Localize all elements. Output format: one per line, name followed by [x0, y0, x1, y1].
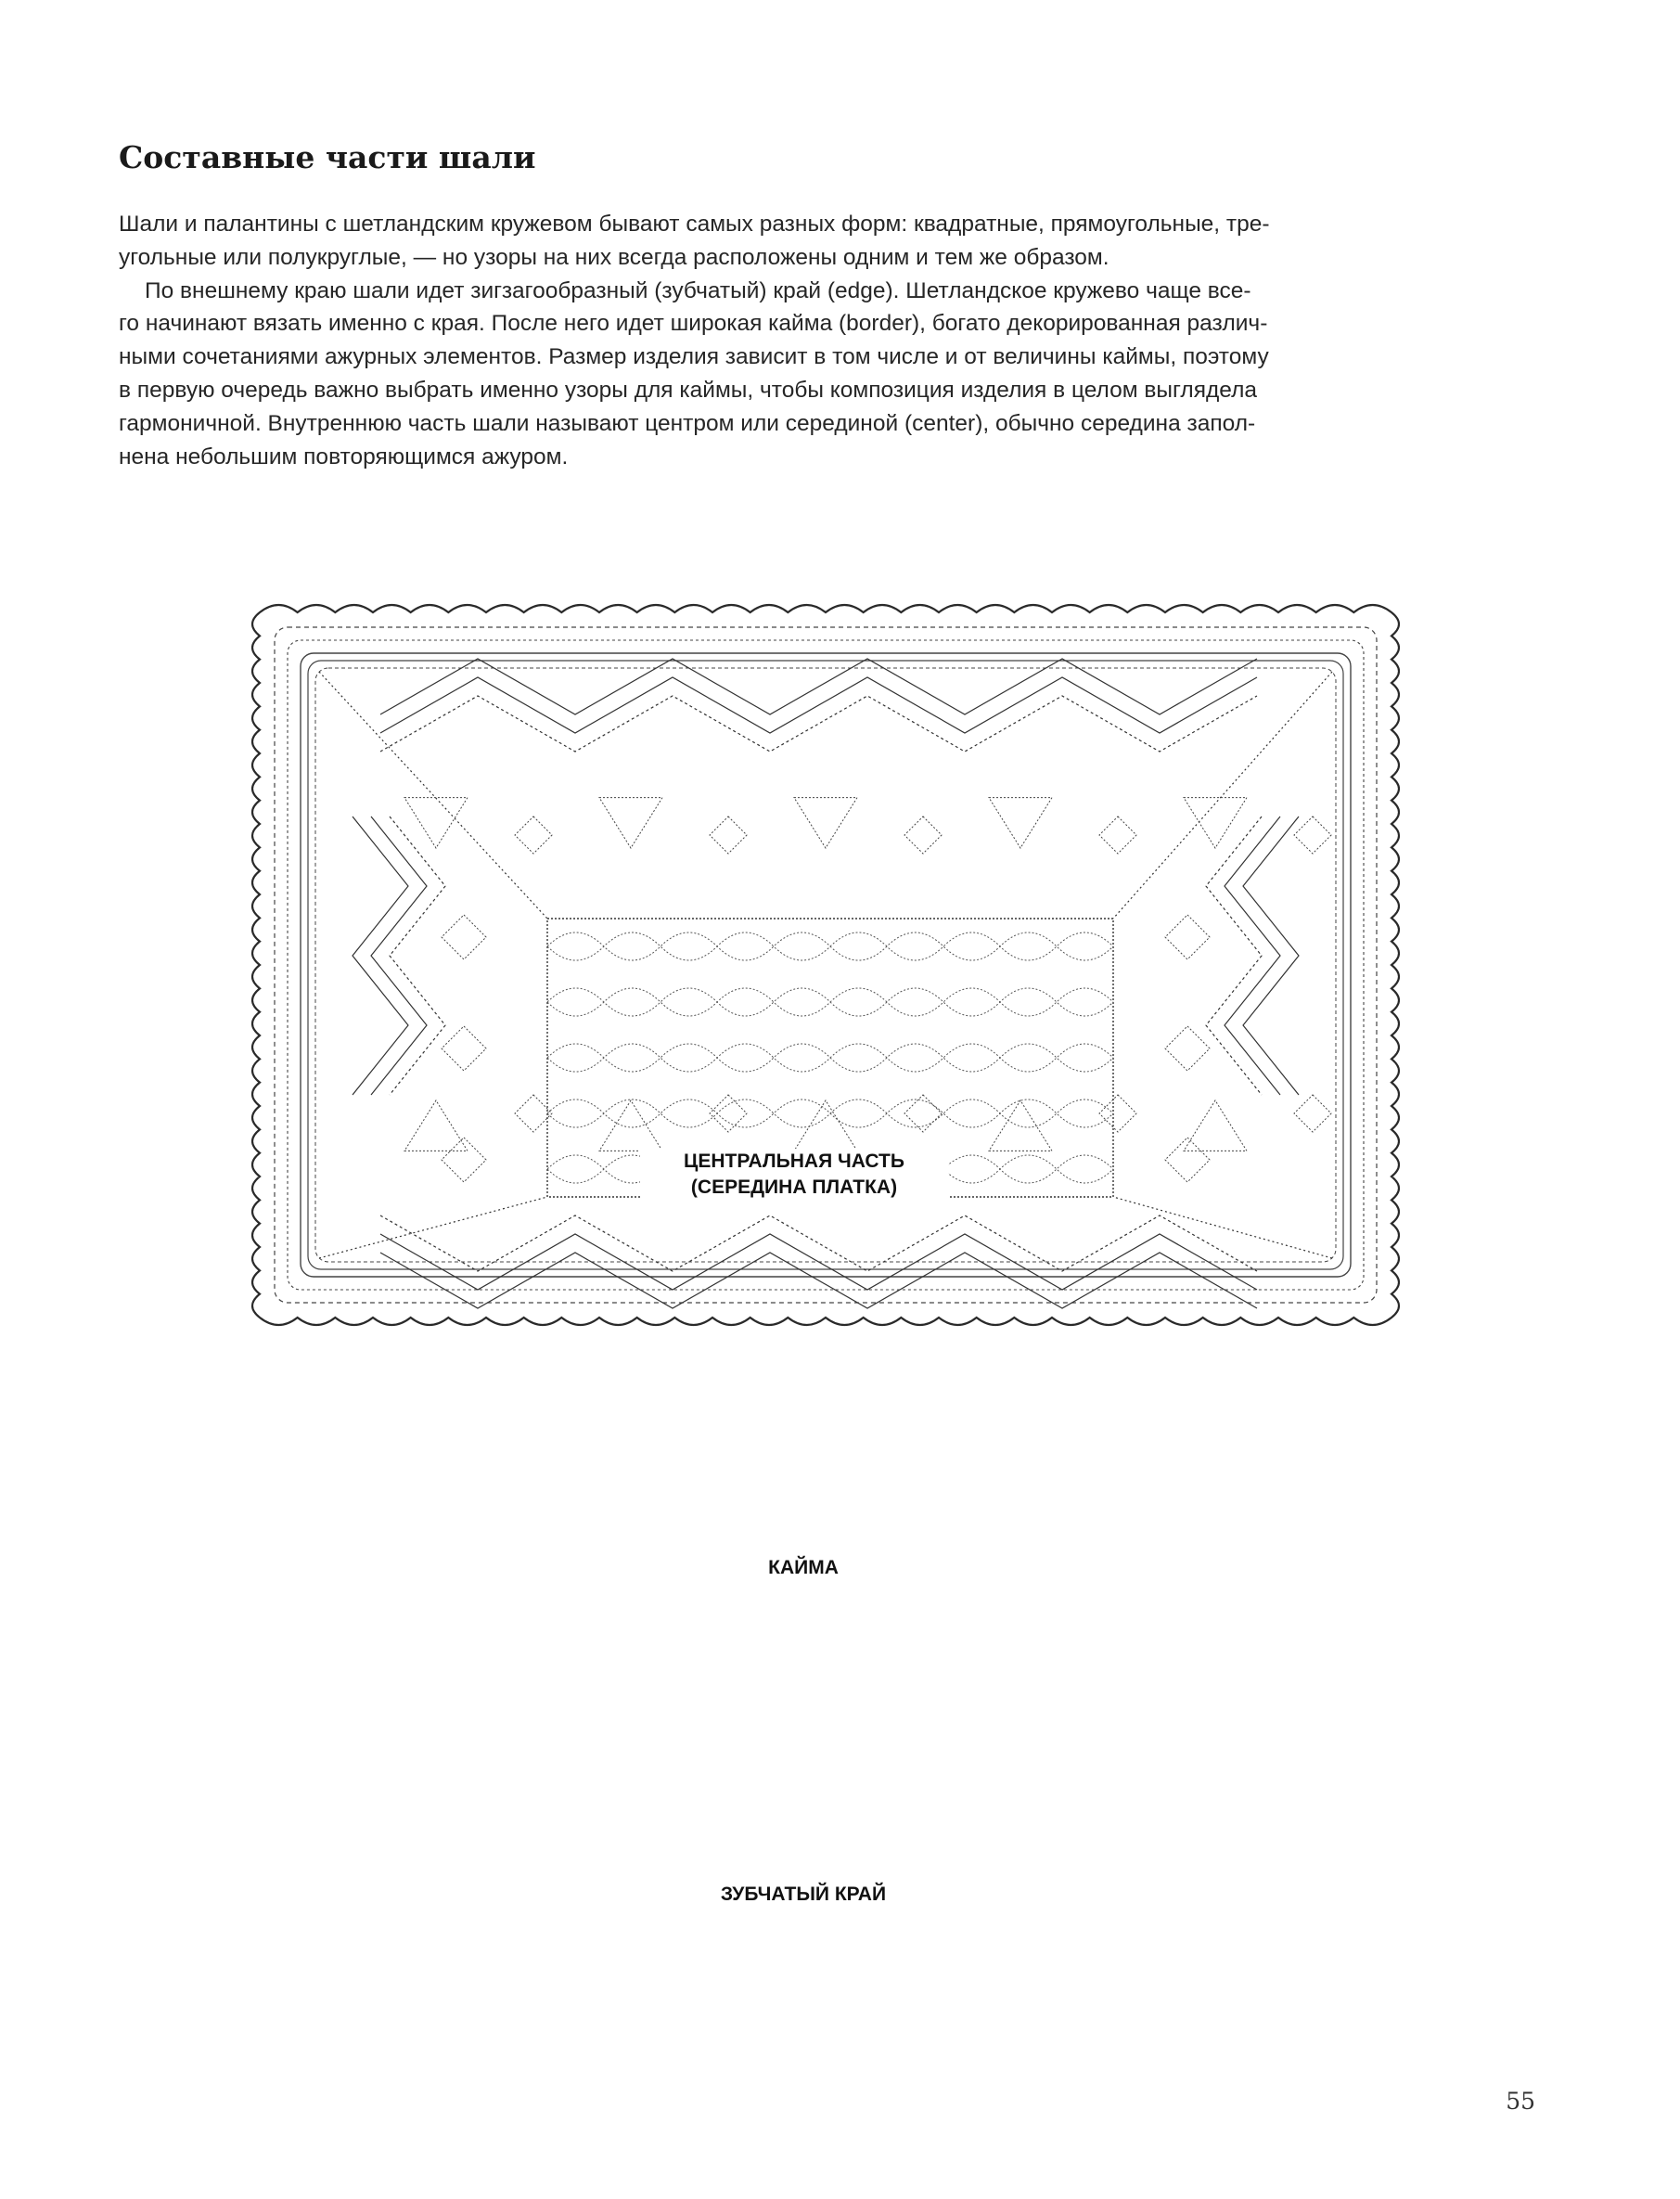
- border-zigzag: [1243, 817, 1299, 1095]
- border-motif: [515, 817, 552, 854]
- edge-frame-lines: [275, 627, 1377, 1303]
- border-zigzag: [1225, 817, 1280, 1095]
- text-line: угольные или полукруглые, — но узоры на них всегда расположены одним и тем же образом.: [119, 244, 1109, 270]
- border-motif: [404, 1100, 468, 1151]
- corner-diagonal: [1113, 672, 1332, 919]
- border-label: КАЙМА: [742, 1555, 865, 1581]
- center-wave: [547, 946, 1113, 960]
- text-line: Шали и палантины с шетландским кружевом бывают самых разных форм: квадратные, прямоугольные, тре-: [119, 212, 1270, 237]
- border-motif: [1165, 1026, 1210, 1071]
- border-zigzag: [380, 696, 1257, 752]
- border-motif: [1099, 817, 1136, 854]
- center-wave: [547, 1058, 1113, 1072]
- text-line: го начинают вязать именно с края. После него идет широкая кайма (border), богато декорированная различ-: [119, 311, 1268, 337]
- border-zigzag: [380, 1215, 1257, 1271]
- border-motif: [989, 1100, 1052, 1151]
- body-text: [119, 208, 1529, 473]
- text-line: По внешнему краю шали идет зигзагообразный (зубчатый) край (edge). Шетландское кружево чаще все-: [145, 277, 1251, 303]
- border-motif: [1294, 1095, 1331, 1132]
- text-line: ными сочетаниями ажурных элементов. Размер изделия зависит в том числе и от величины каймы, поэтому: [119, 344, 1269, 370]
- edge-label: ЗУБЧАТЫЙ КРАЙ: [705, 1882, 902, 1908]
- corner-diagonal: [1113, 1197, 1332, 1258]
- border-motif: [1184, 798, 1247, 848]
- center-wave: [547, 1002, 1113, 1016]
- border-pattern: [353, 659, 1331, 1308]
- center-wave: [547, 988, 1113, 1002]
- border-zigzag: [353, 817, 408, 1095]
- center-wave: [547, 932, 1113, 946]
- border-motif: [1294, 817, 1331, 854]
- border-zigzag: [380, 1253, 1257, 1308]
- border-motif: [599, 1100, 662, 1151]
- border-motif: [599, 798, 662, 848]
- border-motif: [515, 1095, 552, 1132]
- border-motif: [794, 1100, 857, 1151]
- border-motif: [989, 798, 1052, 848]
- border-zigzag: [380, 659, 1257, 714]
- center-wave: [547, 1044, 1113, 1058]
- text-line: гармоничной. Внутреннюю часть шали называют центром или серединой (center), обычно середина запол-: [119, 410, 1256, 436]
- border-motif: [794, 798, 857, 848]
- border-zigzag: [1206, 817, 1262, 1095]
- page-title: Составные части шали: [119, 139, 536, 175]
- border-motif: [1099, 1095, 1136, 1132]
- shawl-diagram: [223, 594, 1429, 1336]
- center-label-line1: ЦЕНТРАЛЬНАЯ ЧАСТЬ: [684, 1151, 904, 1172]
- center-label: [640, 1149, 948, 1201]
- border-motif: [710, 1095, 747, 1132]
- edge-frame: [275, 627, 1377, 1303]
- text-line: нена небольшим повторяющимся ажуром.: [119, 444, 569, 469]
- border-motif: [904, 817, 942, 854]
- center-wave: [547, 1100, 1113, 1113]
- text-line: в первую очередь важно выбрать именно узоры для каймы, чтобы композиция изделия в целом выглядела: [119, 377, 1257, 403]
- border-zigzag: [380, 677, 1257, 733]
- border-motif: [442, 915, 486, 959]
- border-zigzag: [390, 817, 445, 1095]
- page-number: 55: [1506, 2088, 1535, 2115]
- corner-diagonal: [319, 1197, 547, 1258]
- center-wave: [547, 1113, 1113, 1127]
- border-motif: [710, 817, 747, 854]
- corner-diagonal: [319, 672, 547, 919]
- border-motif: [442, 1026, 486, 1071]
- center-label-line2: (СЕРЕДИНА ПЛАТКА): [690, 1177, 898, 1198]
- border-motif: [1165, 915, 1210, 959]
- border-zigzag: [371, 817, 427, 1095]
